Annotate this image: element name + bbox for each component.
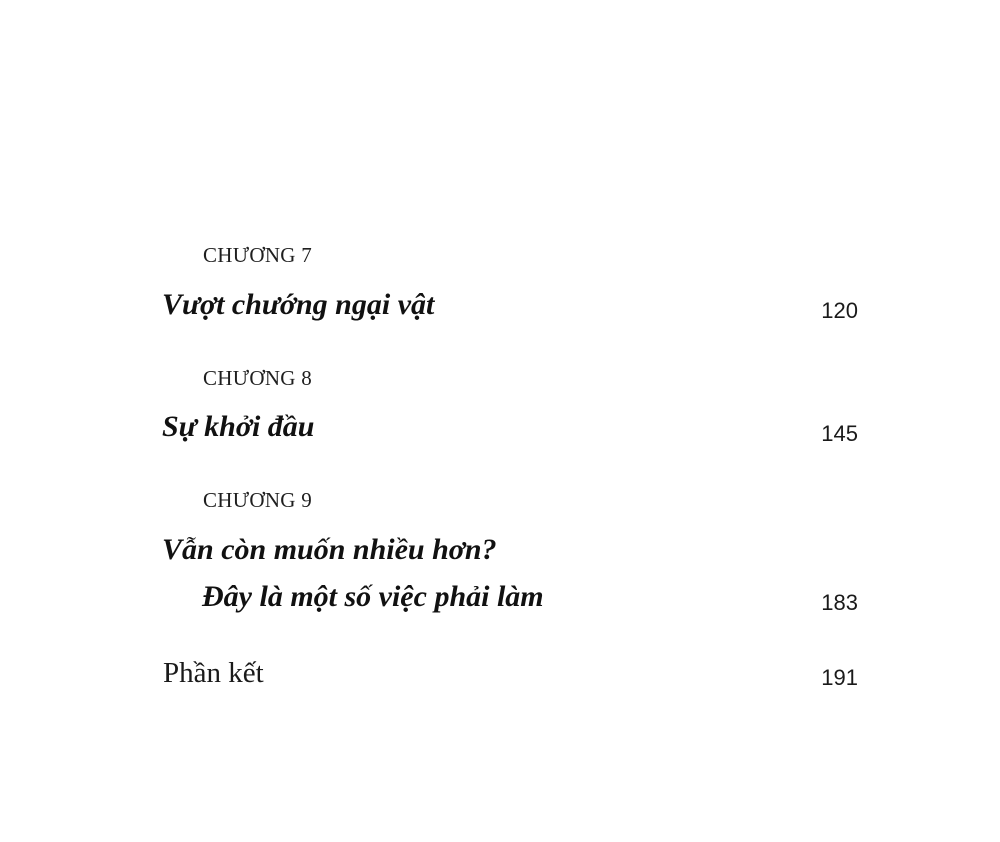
chapter-9-label: CHƯƠNG 9 — [203, 488, 313, 512]
epilogue-page-number: 191 — [821, 665, 858, 690]
chapter-9-title-line-2: Đây là một số việc phải làm — [202, 580, 544, 613]
chapter-9-page-number: 183 — [821, 590, 858, 615]
chapter-8-label: CHƯƠNG 8 — [203, 366, 313, 390]
epilogue-title: Phần kết — [163, 657, 264, 689]
chapter-7-page-number: 120 — [821, 298, 858, 323]
chapter-7-label: CHƯƠNG 7 — [203, 243, 313, 267]
chapter-8-title: Sự khởi đầu — [162, 410, 315, 443]
chapter-8-page-number: 145 — [821, 421, 858, 446]
chapter-9-title-line-1: Vẫn còn muốn nhiều hơn? — [162, 533, 497, 566]
chapter-7-title: Vượt chướng ngại vật — [162, 288, 435, 321]
